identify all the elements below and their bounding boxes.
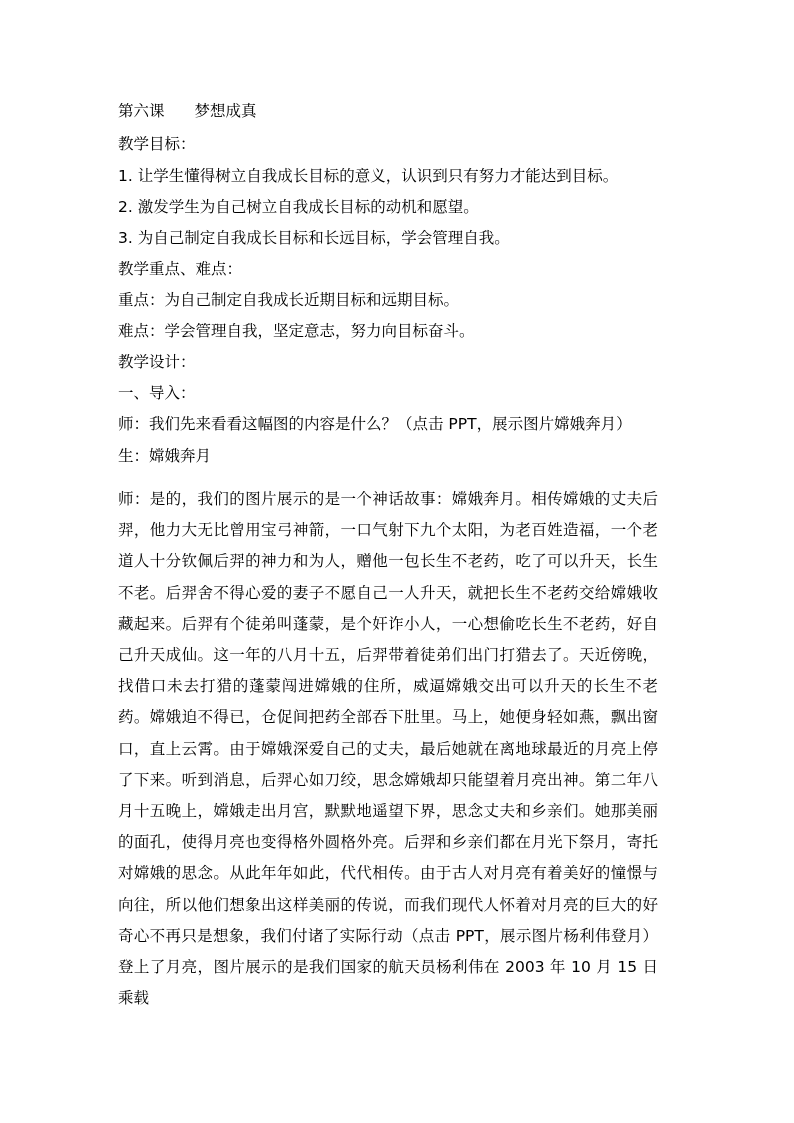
section-heading-design: 教学设计：: [118, 353, 196, 371]
lesson-name: 梦想成真: [194, 102, 257, 120]
section-heading-goals: 教学目标：: [118, 135, 196, 153]
section-heading-key-points: 教学重点、难点：: [118, 260, 243, 278]
lesson-title: [118, 101, 257, 121]
key-point: 重点：为自己制定自我成长近期目标和远期目标。: [118, 291, 460, 309]
goal-item-2: 2. 激发学生为自己树立自我成长目标的动机和愿望。: [118, 198, 479, 216]
student-answer: 生：嫦娥奔月: [118, 447, 212, 465]
part-one-heading: 一、导入：: [118, 384, 196, 402]
difficult-point: 难点：学会管理自我，坚定意志，努力向目标奋斗。: [118, 322, 475, 340]
goal-item-1: 1. 让学生懂得树立自我成长目标的意义，认识到只有努力才能达到目标。: [118, 167, 619, 185]
goal-item-3: 3. 为自己制定自我成长目标和长远目标，学会管理自我。: [118, 229, 510, 247]
lesson-number: 第六课: [118, 102, 165, 120]
teacher-story-paragraph: 师：是的，我们的图片展示的是一个神话故事：嫦娥奔月。相传嫦娥的丈夫后羿，他力大无比曾用宝弓神箭，一口气射下九个太阳，为老百姓造福，一个老道人十分钦佩后羿的神力和为人，赠他一包长生不老药，吃了可以升天，长生不老。后羿舍不得心爱的妻子不愿自己一人升天，就把长生不老药交给嫦娥收藏起来。后羿有个徒弟叫蓬蒙，是个奸诈小人，一心想偷吃长生不老药，好自己升天成仙。这一年的八月十五，后羿带着徒弟们出门打猎去了。天近傍晚，找借口未去打猎的蓬蒙闯进嫦娥的住所，威逼嫦娥交出可以升天的长生不老药。嫦娥迫不得已，仓促间把药全部吞下肚里。马上，她便身轻如燕，飘出窗口，直上云霄。由于嫦娥深爱自己的丈夫，最后她就在离地球最近的月亮上停了下来。听到消息，后羿心如刀绞，思念嫦娥却只能望着月亮出神。第二年八月十五晚上，嫦娥走出月宫，默默地遥望下界，思念丈夫和乡亲们。她那美丽的面孔，使得月亮也变得格外圆格外亮。后羿和乡亲们都在月光下祭月，寄托对嫦娥的思念。从此年年如此，代代相传。由于古人对月亮有着美好的憧憬与向往，所以他们想象出这样美丽的传说，而我们现代人怀着对月亮的巨大的好奇心不再只是想象，我们付诸了实际行动（点击 PPT，展示图片杨利伟登月）登上了月亮，图片展示的是我们国家的航天员杨利伟在 2003 年 10 月 15 日乘载: [118, 490, 658, 1008]
teacher-question: 师：我们先来看看这幅图的内容是什么？（点击 PPT，展示图片嫦娥奔月）: [118, 415, 632, 433]
